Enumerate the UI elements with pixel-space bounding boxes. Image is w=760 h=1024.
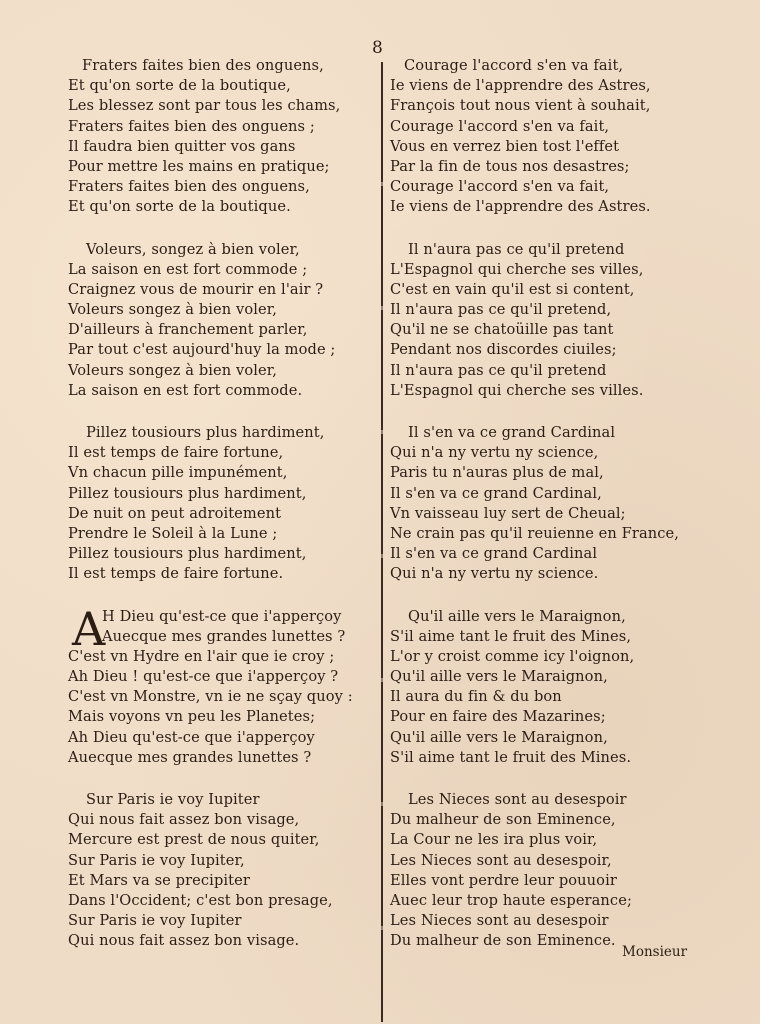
verse-line: S'il aime tant le fruit des Mines,	[390, 627, 632, 645]
verse-line: D'ailleurs à franchement parler,	[68, 321, 308, 339]
verse-line: Et qu'on sorte de la boutique.	[68, 198, 291, 216]
verse-line: Sur Paris ie voy Iupiter,	[68, 851, 245, 869]
page-number: 8	[372, 38, 383, 58]
verse-line: François tout nous vient à souhait,	[390, 97, 651, 115]
verse-line: Ah Dieu qu'est-ce que i'apperçoy	[68, 728, 315, 746]
verse-line: Les Nieces sont au desespoir	[408, 791, 627, 808]
verse-line: Qui nous fait assez bon visage,	[68, 811, 300, 829]
verse-line: Du malheur de son Eminence.	[390, 932, 616, 950]
verse-line: Qui n'a ny vertu ny science.	[390, 565, 599, 583]
verse-line: Du malheur de son Eminence,	[390, 811, 616, 829]
verse-line: Auec leur trop haute esperance;	[390, 891, 632, 909]
verse-line: Courage l'accord s'en va fait,	[390, 117, 610, 135]
verse-line: Ie viens de l'apprendre des Astres,	[390, 77, 651, 95]
verse-line: Il est temps de faire fortune.	[68, 565, 284, 583]
verse-line: Les blessez sont par tous les chams,	[68, 97, 341, 115]
verse-line: Les Nieces sont au desespoir	[390, 912, 609, 930]
verse-line: Pour en faire des Mazarines;	[390, 708, 606, 726]
verse-line: Il s'en va ce grand Cardinal	[390, 545, 598, 563]
verse-line: Sur Paris ie voy Iupiter	[86, 791, 260, 808]
verse-line: C'est vn Hydre en l'air que ie croy ;	[68, 647, 335, 665]
verse-line: Elles vont perdre leur pouuoir	[390, 871, 617, 889]
verse-line: L'or y croist comme icy l'oignon,	[390, 647, 635, 665]
verse-line: Les Nieces sont au desespoir,	[390, 851, 612, 869]
verse-line: Prendre le Soleil à la Lune ;	[68, 524, 278, 542]
drop-cap: A	[72, 601, 106, 656]
verse-line: Vn vaisseau luy sert de Cheual;	[390, 504, 626, 522]
verse-line: Par tout c'est aujourd'huy la mode ;	[68, 341, 336, 359]
verse-line: La Cour ne les ira plus voir,	[390, 831, 598, 849]
verse-line: Ie viens de l'apprendre des Astres.	[390, 198, 651, 216]
verse-line: De nuit on peut adroitement	[68, 504, 282, 522]
verse-line: Et qu'on sorte de la boutique,	[68, 77, 291, 95]
verse-line: Qu'il aille vers le Maraignon,	[390, 728, 608, 746]
verse-line: Il s'en va ce grand Cardinal,	[390, 484, 602, 502]
verse-line: Courage l'accord s'en va fait,	[404, 57, 624, 74]
verse-line: Qui n'a ny vertu ny science,	[390, 444, 599, 462]
stanza	[68, 790, 374, 952]
verse-line: Vn chacun pille impunément,	[68, 464, 288, 482]
verse-line: L'Espagnol qui cherche ses villes.	[390, 381, 644, 399]
verse-line: Qu'il aille vers le Maraignon,	[408, 607, 626, 625]
verse-line: Pillez tousiours plus hardiment,	[86, 424, 325, 441]
verse-line: Sur Paris ie voy Iupiter	[68, 912, 242, 930]
stanza	[390, 423, 690, 585]
verse-line: Courage l'accord s'en va fait,	[390, 178, 610, 196]
verse-line: Paris tu n'auras plus de mal,	[390, 464, 604, 482]
verse-line: H Dieu qu'est-ce que i'apperçoy	[102, 607, 342, 625]
verse-line: Pillez tousiours plus hardiment,	[68, 484, 307, 502]
verse-line: Et Mars va se precipiter	[68, 871, 250, 889]
verse-line: Mercure est prest de nous quiter,	[68, 831, 320, 849]
verse-line: Pendant nos discordes ciuiles;	[390, 341, 617, 359]
verse-line: Il s'en va ce grand Cardinal	[408, 424, 616, 441]
verse-line: C'est vn Monstre, vn ie ne sçay quoy :	[68, 688, 353, 706]
verse-line: Par la fin de tous nos desastres;	[390, 157, 630, 175]
verse-line: Qu'il ne se chatoüille pas tant	[390, 321, 614, 339]
verse-line: Fraters faites bien des onguens ;	[68, 117, 315, 135]
verse-line: Il n'aura pas ce qu'il pretend	[390, 361, 607, 379]
stanza-with-dropcap	[68, 601, 374, 769]
verse-line: La saison en est fort commode.	[68, 381, 303, 399]
stanza	[68, 56, 374, 218]
verse-line: Il faudra bien quitter vos gans	[68, 137, 296, 155]
stanza	[68, 240, 374, 402]
stanza	[390, 240, 690, 402]
stanza	[390, 607, 690, 769]
catchword: Monsieur	[622, 944, 688, 960]
stanza	[68, 423, 374, 585]
verse-line: Fraters faites bien des onguens,	[82, 57, 324, 74]
verse-line: Ah Dieu ! qu'est-ce que i'apperçoy ?	[68, 668, 339, 686]
stanza	[390, 56, 690, 218]
verse-line: Pillez tousiours plus hardiment,	[68, 545, 307, 563]
verse-line: La saison en est fort commode ;	[68, 260, 308, 278]
verse-line: Voleurs songez à bien voler,	[68, 361, 277, 379]
verse-line: Auecque mes grandes lunettes ?	[102, 627, 346, 645]
verse-line: Il n'aura pas ce qu'il pretend,	[390, 301, 612, 319]
verse-line: Voleurs songez à bien voler,	[68, 301, 277, 319]
stanza	[390, 790, 690, 952]
verse-line: Qui nous fait assez bon visage.	[68, 932, 300, 950]
left-column	[68, 56, 374, 974]
verse-line: L'Espagnol qui cherche ses villes,	[390, 260, 644, 278]
verse-line: S'il aime tant le fruit des Mines.	[390, 748, 632, 766]
right-column	[390, 56, 690, 974]
verse-line: Pour mettre les mains en pratique;	[68, 157, 330, 175]
verse-line: Ne crain pas qu'il reuienne en France,	[390, 524, 680, 542]
verse-line: Craignez vous de mourir en l'air ?	[68, 280, 324, 298]
verse-line: Il aura du fin & du bon	[390, 688, 562, 706]
verse-line: C'est en vain qu'il est si content,	[390, 280, 635, 298]
verse-line: Mais voyons vn peu les Planetes;	[68, 708, 316, 726]
verse-line: Voleurs, songez à bien voler,	[86, 240, 300, 258]
column-divider	[381, 62, 383, 1022]
verse-line: Qu'il aille vers le Maraignon,	[390, 668, 608, 686]
verse-line: Il est temps de faire fortune,	[68, 444, 284, 462]
verse-line: Fraters faites bien des onguens,	[68, 178, 310, 196]
verse-line: Dans l'Occident; c'est bon presage,	[68, 891, 333, 909]
verse-line: Il n'aura pas ce qu'il pretend	[408, 240, 625, 258]
verse-line: Vous en verrez bien tost l'effet	[390, 137, 620, 155]
verse-line: Auecque mes grandes lunettes ?	[68, 748, 312, 766]
